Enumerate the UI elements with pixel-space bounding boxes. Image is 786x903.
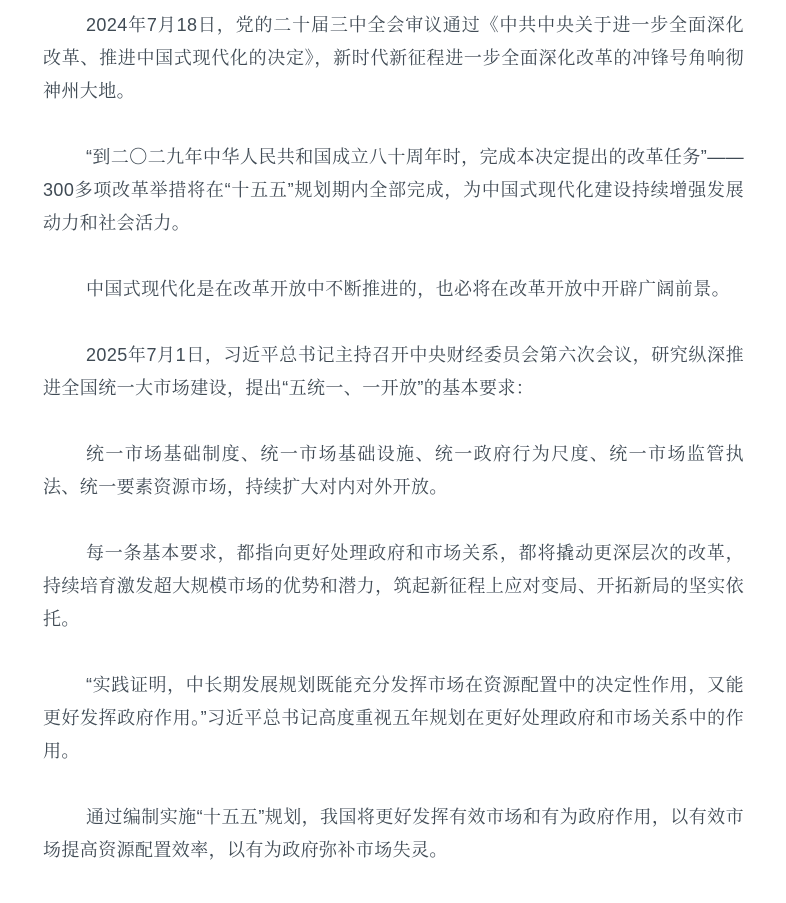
paragraph: 统一市场基础制度、统一市场基础设施、统一政府行为尺度、统一市场监管执法、统一要素资源市场，持续扩大对内对外开放。 [43, 444, 744, 497]
paragraph: 中国式现代化是在改革开放中不断推进的，也必将在改革开放中开辟广阔前景。 [86, 279, 730, 299]
paragraph: 2025年7月1日，习近平总书记主持召开中央财经委员会第六次会议，研究纵深推进全国统一大市场建设，提出“五统一、一开放”的基本要求： [43, 345, 744, 398]
paragraph: “实践证明，中长期发展规划既能充分发挥市场在资源配置中的决定性作用，又能更好发挥政府作用。”习近平总书记高度重视五年规划在更好处理政府和市场关系中的作用。 [43, 675, 744, 761]
paragraph: 2024年7月18日，党的二十届三中全会审议通过《中共中央关于进一步全面深化改革、推进中国式现代化的决定》，新时代新征程进一步全面深化改革的冲锋号角响彻神州大地。 [43, 15, 744, 101]
paragraph: 通过编制实施“十五五”规划，我国将更好发挥有效市场和有为政府作用，以有效市场提高资源配置效率，以有为政府弥补市场失灵。 [43, 807, 744, 860]
paragraph: “到二〇二九年中华人民共和国成立八十周年时，完成本决定提出的改革任务”——300多项改革举措将在“十五五”规划期内全部完成，为中国式现代化建设持续增强发展动力和社会活力。 [43, 147, 744, 233]
paragraph: 每一条基本要求，都指向更好处理政府和市场关系，都将撬动更深层次的改革，持续培育激发超大规模市场的优势和潜力，筑起新征程上应对变局、开拓新局的坚实依托。 [43, 543, 744, 629]
